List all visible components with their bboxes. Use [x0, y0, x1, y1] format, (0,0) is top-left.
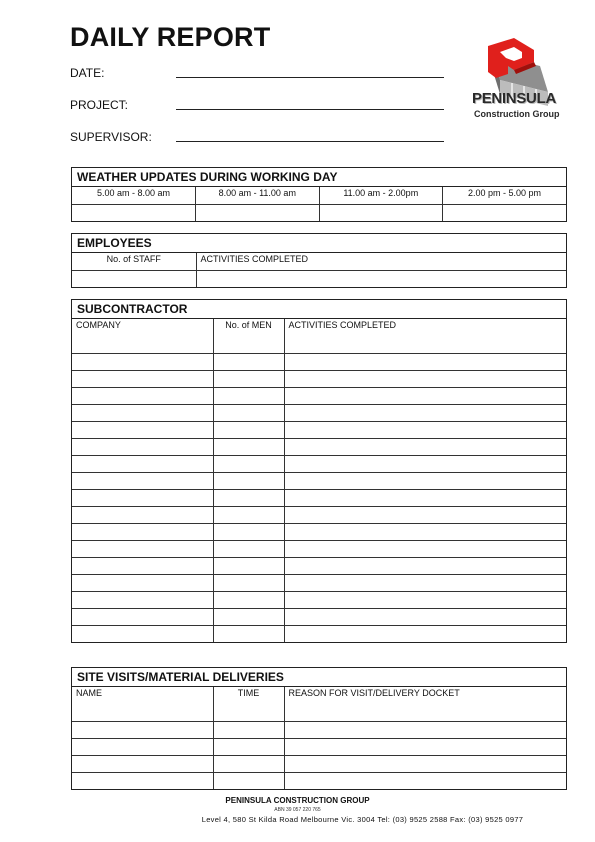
table-row — [72, 506, 566, 523]
weather-entry-4[interactable] — [443, 204, 567, 221]
weather-entry-2[interactable] — [196, 204, 320, 221]
table-row — [72, 591, 566, 608]
footer-abn: ABN 39 057 220 765 — [274, 807, 321, 813]
company-cell[interactable] — [72, 591, 213, 608]
subcontractor-activities-column-header: ACTIVITIES COMPLETED — [284, 319, 566, 336]
activities-cell[interactable] — [284, 557, 566, 574]
men-cell[interactable] — [213, 370, 284, 387]
men-cell[interactable] — [213, 625, 284, 642]
weather-slot-1: 5.00 am - 8.00 am — [72, 187, 196, 204]
company-cell[interactable] — [72, 625, 213, 642]
reason-column-header: REASON FOR VISIT/DELIVERY DOCKET — [284, 687, 566, 704]
activities-cell[interactable] — [284, 591, 566, 608]
subcontractor-header: SUBCONTRACTOR — [72, 300, 566, 319]
company-cell[interactable] — [72, 421, 213, 438]
logo-subtitle: Construction Group — [474, 109, 560, 119]
company-cell[interactable] — [72, 506, 213, 523]
weather-header: WEATHER UPDATES DURING WORKING DAY — [72, 168, 566, 187]
page-title: DAILY REPORT — [70, 22, 271, 52]
time-cell[interactable] — [213, 755, 284, 772]
weather-entry-1[interactable] — [72, 204, 196, 221]
subcontractor-header-row — [72, 319, 566, 336]
activities-cell[interactable] — [284, 336, 566, 353]
activities-cell[interactable] — [284, 625, 566, 642]
table-row — [72, 540, 566, 557]
men-cell[interactable] — [213, 591, 284, 608]
table-row — [72, 455, 566, 472]
table-row — [72, 421, 566, 438]
project-label: PROJECT: — [70, 98, 129, 112]
men-cell[interactable] — [213, 472, 284, 489]
men-cell[interactable] — [213, 608, 284, 625]
table-row — [72, 370, 566, 387]
logo-name: PENINSULA — [472, 90, 556, 107]
table-row — [72, 336, 566, 353]
weather-slots-row — [72, 187, 566, 204]
table-row — [72, 557, 566, 574]
staff-column-header: No. of STAFF — [72, 253, 196, 270]
time-cell[interactable] — [213, 721, 284, 738]
table-row — [72, 721, 566, 738]
company-cell[interactable] — [72, 523, 213, 540]
employees-header-row — [72, 253, 566, 270]
site-visits-header: SITE VISITS/MATERIAL DELIVERIES — [72, 668, 566, 687]
company-cell[interactable] — [72, 438, 213, 455]
table-row — [72, 438, 566, 455]
table-row — [72, 489, 566, 506]
employees-activities-column-header: ACTIVITIES COMPLETED — [196, 253, 566, 270]
men-cell[interactable] — [213, 489, 284, 506]
men-cell[interactable] — [213, 523, 284, 540]
men-cell[interactable] — [213, 506, 284, 523]
weather-section — [71, 167, 567, 222]
table-row — [72, 472, 566, 489]
men-cell[interactable] — [213, 387, 284, 404]
activities-cell[interactable] — [284, 608, 566, 625]
men-cell[interactable] — [213, 574, 284, 591]
time-cell[interactable] — [213, 704, 284, 721]
company-cell[interactable] — [72, 455, 213, 472]
site-visits-section — [71, 667, 567, 790]
reason-cell[interactable] — [284, 704, 566, 721]
project-field[interactable] — [176, 109, 444, 110]
activities-cell[interactable] — [284, 472, 566, 489]
activities-cell[interactable] — [284, 523, 566, 540]
table-row — [72, 608, 566, 625]
subcontractor-table — [72, 319, 566, 642]
employees-section — [71, 233, 567, 288]
footer-company: PENINSULA CONSTRUCTION GROUP — [225, 796, 370, 805]
weather-slot-2: 8.00 am - 11.00 am — [196, 187, 320, 204]
men-cell[interactable] — [213, 540, 284, 557]
supervisor-label: SUPERVISOR: — [70, 130, 152, 144]
activities-cell[interactable] — [284, 353, 566, 370]
table-row — [72, 574, 566, 591]
weather-entry-3[interactable] — [319, 204, 443, 221]
site-visits-table — [72, 687, 566, 789]
company-cell[interactable] — [72, 404, 213, 421]
time-cell[interactable] — [213, 772, 284, 789]
employees-table — [72, 253, 566, 287]
company-cell[interactable] — [72, 387, 213, 404]
weather-slot-3: 11.00 am - 2.00pm — [319, 187, 443, 204]
company-column-header: COMPANY — [72, 319, 213, 336]
site-visits-header-row — [72, 687, 566, 704]
date-field[interactable] — [176, 77, 444, 78]
time-column-header: TIME — [213, 687, 284, 704]
employees-header: EMPLOYEES — [72, 234, 566, 253]
name-cell[interactable] — [72, 721, 213, 738]
supervisor-field[interactable] — [176, 141, 444, 142]
name-cell[interactable] — [72, 738, 213, 755]
weather-slot-4: 2.00 pm - 5.00 pm — [443, 187, 567, 204]
activities-cell[interactable] — [284, 506, 566, 523]
company-cell[interactable] — [72, 370, 213, 387]
table-row — [72, 704, 566, 721]
name-cell[interactable] — [72, 704, 213, 721]
company-cell[interactable] — [72, 574, 213, 591]
table-row — [72, 738, 566, 755]
reason-cell[interactable] — [284, 755, 566, 772]
reason-cell[interactable] — [284, 721, 566, 738]
activities-cell[interactable] — [284, 438, 566, 455]
company-cell[interactable] — [72, 489, 213, 506]
company-cell[interactable] — [72, 336, 213, 353]
company-cell[interactable] — [72, 540, 213, 557]
men-cell[interactable] — [213, 353, 284, 370]
table-row — [72, 755, 566, 772]
table-row — [72, 353, 566, 370]
weather-table — [72, 187, 566, 221]
activities-cell[interactable] — [284, 489, 566, 506]
table-row — [72, 404, 566, 421]
reason-cell[interactable] — [284, 738, 566, 755]
men-cell[interactable] — [213, 421, 284, 438]
table-row — [72, 523, 566, 540]
activities-cell[interactable] — [284, 387, 566, 404]
company-cell[interactable] — [72, 353, 213, 370]
date-label: DATE: — [70, 66, 105, 80]
company-cell[interactable] — [72, 608, 213, 625]
table-row — [72, 772, 566, 789]
employees-activities-cell[interactable] — [196, 270, 566, 287]
company-cell[interactable] — [72, 557, 213, 574]
time-cell[interactable] — [213, 738, 284, 755]
activities-cell[interactable] — [284, 455, 566, 472]
table-row — [72, 387, 566, 404]
activities-cell[interactable] — [284, 421, 566, 438]
staff-count-cell[interactable] — [72, 270, 196, 287]
men-column-header: No. of MEN — [213, 319, 284, 336]
company-cell[interactable] — [72, 472, 213, 489]
activities-cell[interactable] — [284, 540, 566, 557]
name-cell[interactable] — [72, 772, 213, 789]
men-cell[interactable] — [213, 336, 284, 353]
table-row — [72, 625, 566, 642]
weather-entry-row — [72, 204, 566, 221]
subcontractor-section — [71, 299, 567, 643]
activities-cell[interactable] — [284, 404, 566, 421]
footer-address: Level 4, 580 St Kilda Road Melbourne Vic. 3004 Tel: (03) 9525 2588 Fax: (03) 9525 0977 — [201, 815, 524, 824]
activities-cell[interactable] — [284, 370, 566, 387]
activities-cell[interactable] — [284, 574, 566, 591]
name-cell[interactable] — [72, 755, 213, 772]
men-cell[interactable] — [213, 557, 284, 574]
men-cell[interactable] — [213, 455, 284, 472]
men-cell[interactable] — [213, 404, 284, 421]
men-cell[interactable] — [213, 438, 284, 455]
name-column-header: NAME — [72, 687, 213, 704]
reason-cell[interactable] — [284, 772, 566, 789]
employees-entry-row — [72, 270, 566, 287]
